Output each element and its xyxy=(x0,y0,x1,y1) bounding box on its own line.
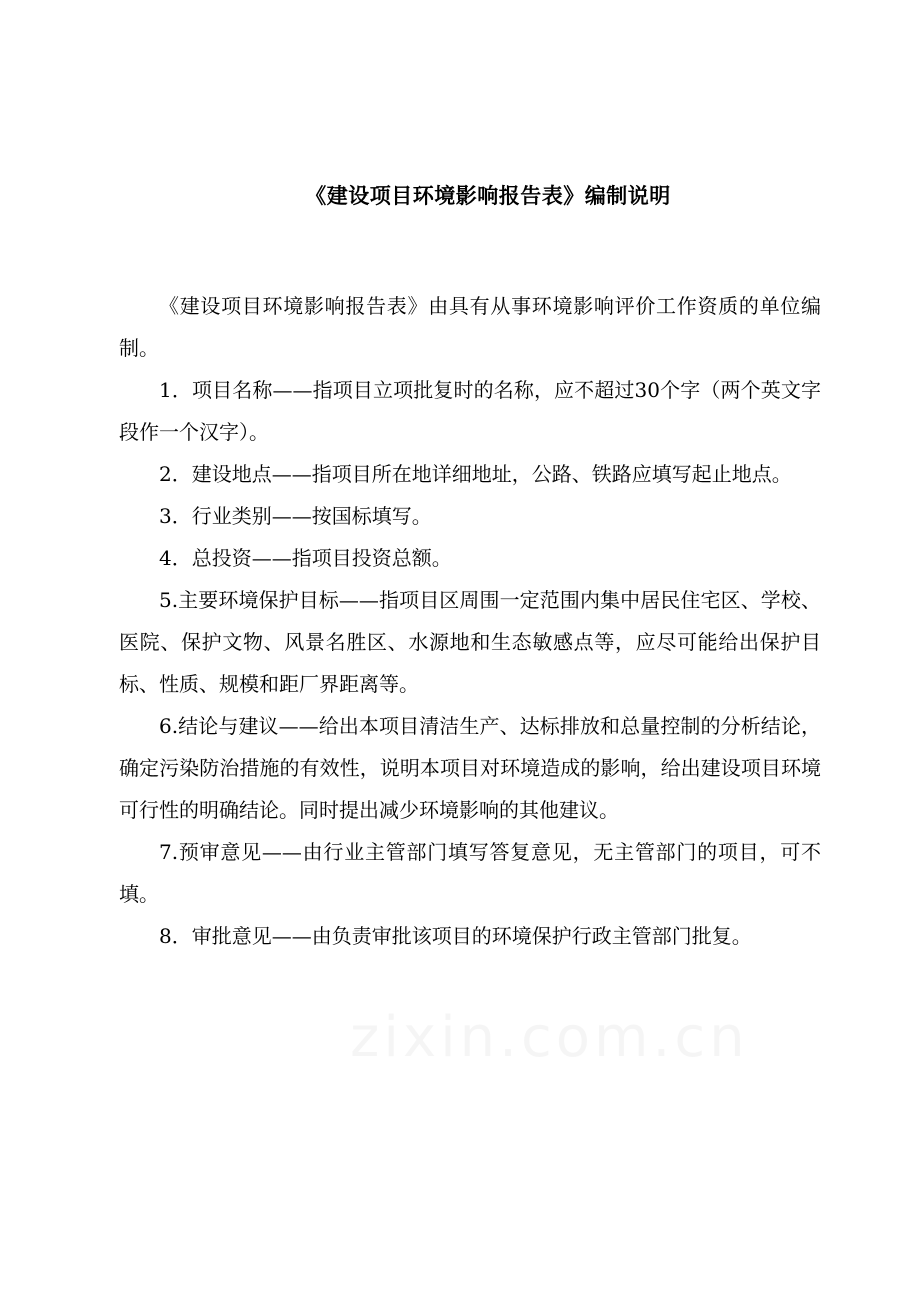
item-conclusions: 6.结论与建议——给出本项目清洁生产、达标排放和总量控制的分析结论，确定污染防治措施的有效性，说明本项目对环境造成的影响，给出建设项目环境可行性的明确结论。同时提出减少环境影响的其他建议。 xyxy=(119,714,821,822)
item-approval-opinion: 8．审批意见——由负责审批该项目的环境保护行政主管部门批复。 xyxy=(159,924,752,948)
watermark xyxy=(350,1005,749,1070)
item-industry-category: 3．行业类别——按国标填写。 xyxy=(159,504,432,528)
item-project-name: 1．项目名称——指项目立项批复时的名称，应不超过30个字（两个英文字段作一个汉字）。 xyxy=(119,378,821,444)
item-preliminary-review: 7.预审意见——由行业主管部门填写答复意见，无主管部门的项目，可不填。 xyxy=(119,840,821,906)
item-total-investment: 4．总投资——指项目投资总额。 xyxy=(159,546,452,570)
document-title: 《建设项目环境影响报告表》编制说明 xyxy=(305,183,671,208)
intro-paragraph: 《建设项目环境影响报告表》由具有从事环境影响评价工作资质的单位编制。 xyxy=(119,294,821,360)
item-protection-targets: 5.主要环境保护目标——指项目区周围一定范围内集中居民住宅区、学校、医院、保护文物、风景名胜区、水源地和生态敏感点等，应尽可能给出保护目标、性质、规模和距厂界距离等。 xyxy=(119,588,821,696)
document-body xyxy=(119,285,821,957)
item-construction-site: 2．建设地点——指项目所在地详细地址，公路、铁路应填写起止地点。 xyxy=(159,462,792,486)
